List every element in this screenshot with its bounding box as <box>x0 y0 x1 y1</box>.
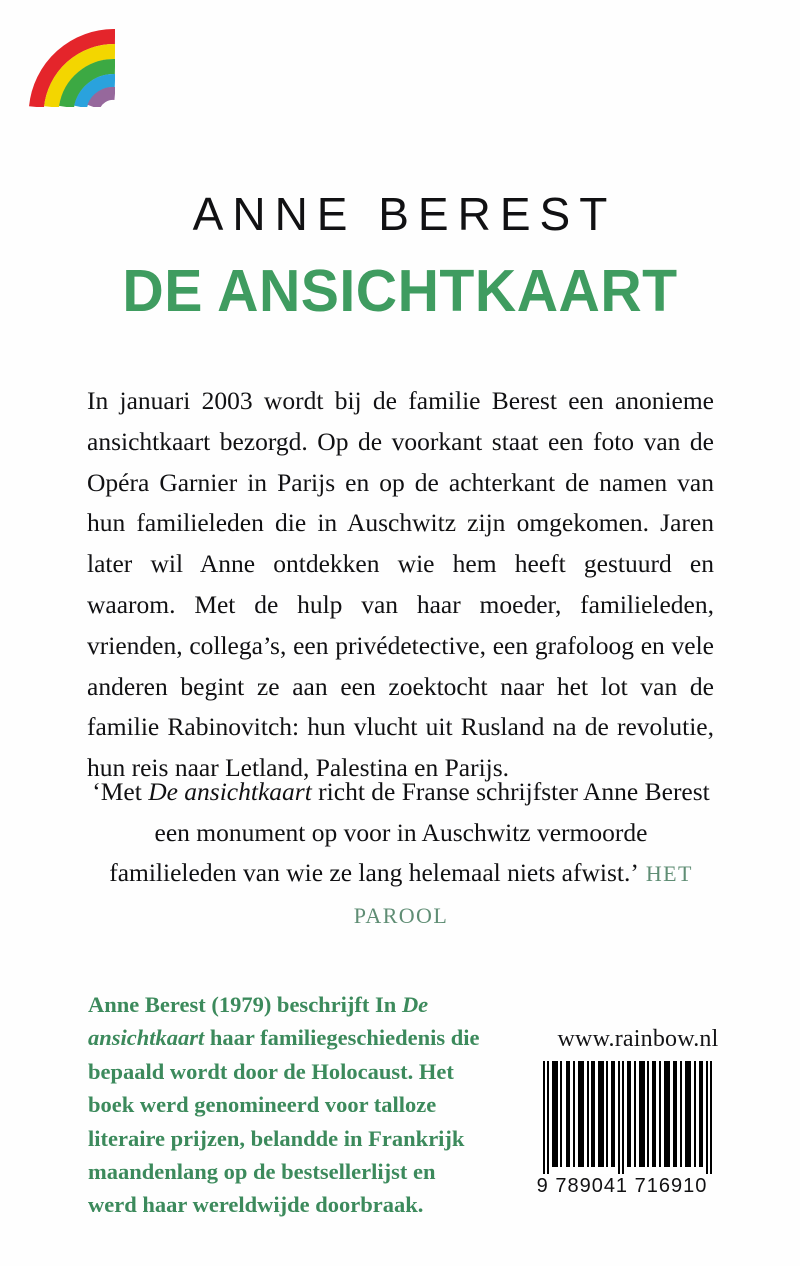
blurb-text: In januari 2003 wordt bij de familie Berest een anonieme ansichtkaart bezorgd. Op de voorkant staat een foto van de Opéra Garnier in Parijs en op de achterkant de namen van hun familieleden die in Auschwitz zijn omgekomen. Jaren later wil Anne ontdekken wie hem heeft gestuurd en waarom. Met de hulp van haar moeder, familieleden, vrienden, collega’s, een privédetective, een grafoloog en vele anderen begint ze aan een zoektocht naar het lot van de familie Rabinovitch: hun vlucht uit Rusland na de revolutie, hun reis naar Letland, Palestina en Parijs. <box>87 386 714 783</box>
bio-part-one: Anne Berest (1979) beschrijft In <box>88 992 402 1017</box>
author-name: ANNE BEREST <box>192 188 617 240</box>
publisher-website: www.rainbow.nl <box>557 1026 719 1052</box>
isbn-number: 9 789041 716910 <box>536 1175 708 1197</box>
author-bio <box>88 988 480 1222</box>
bio-part-two: haar familiegeschiedenis die bepaald wordt door de Holocaust. Het boek werd genomineerd voor talloze literaire prijzen, belandde in Frankrijk maandenlang op de bestsellerlijst en werd haar wereldwijde doorbraak. <box>88 1025 480 1218</box>
barcode-block <box>512 1026 740 1198</box>
quote-body: richt de Franse schrijfster Anne Berest een monument op voor in Auschwitz vermoorde familieleden van wie ze lang helemaal niets afwist.’ <box>109 777 710 887</box>
quote-source: HET PAROOL <box>353 861 693 928</box>
blurb-paragraph <box>87 381 714 789</box>
bio-title-italic: De ansichtkaart <box>88 992 429 1051</box>
press-quote <box>88 772 714 936</box>
quote-title-italic: De ansichtkaart <box>148 777 312 806</box>
quote-open: ‘Met <box>92 777 149 806</box>
rainbow-logo-icon <box>29 29 115 107</box>
book-title: DE ANSICHTKAART <box>122 258 678 324</box>
ean13-barcode-icon <box>543 1061 713 1174</box>
